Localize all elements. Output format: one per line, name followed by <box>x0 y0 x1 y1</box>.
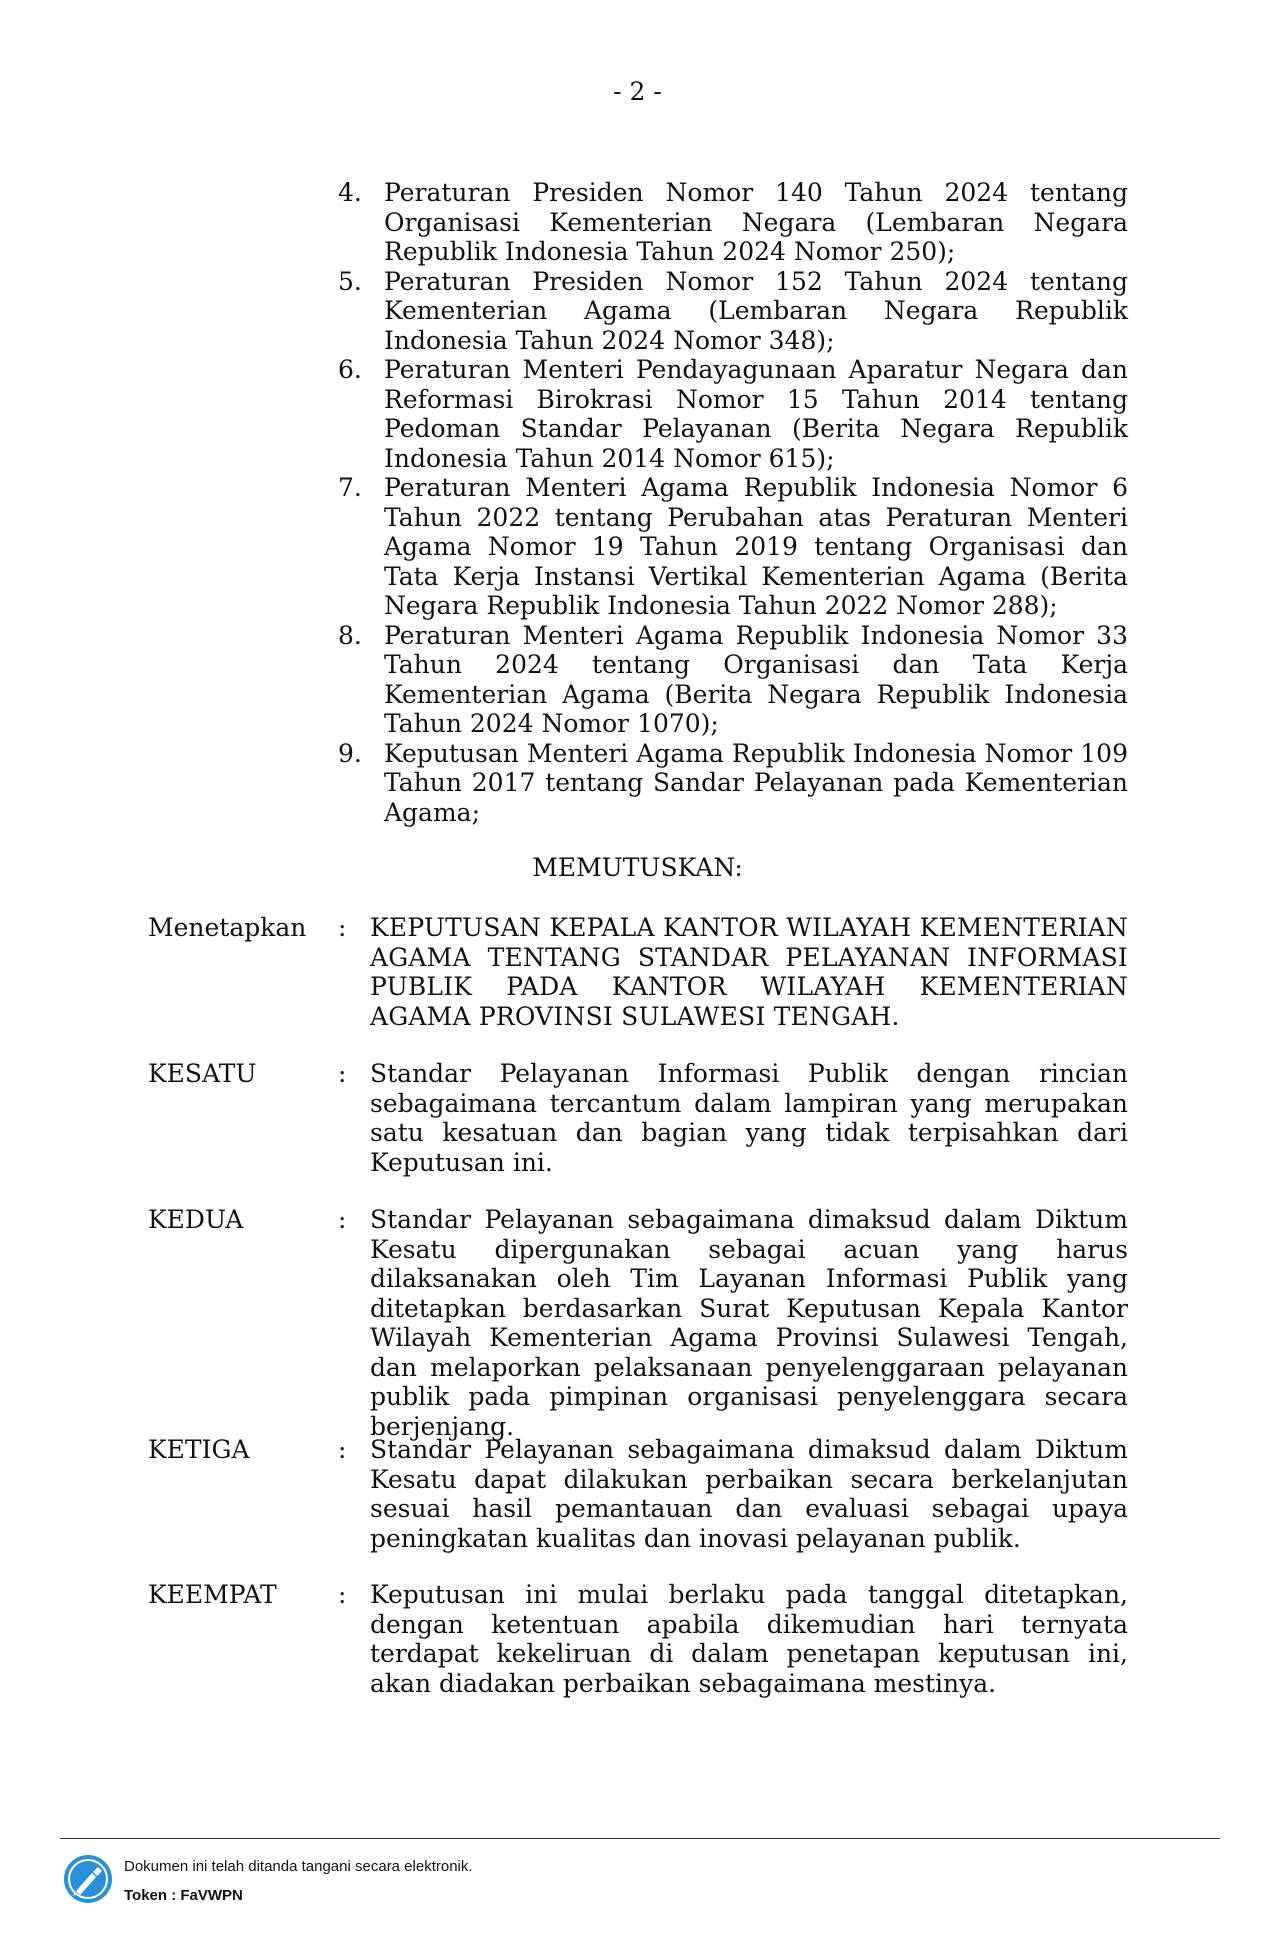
diktum-label: KEEMPAT <box>148 1580 277 1609</box>
item-text: Peraturan Presiden Nomor 140 Tahun 2024 tentang Organisasi Kementerian Negara (Lembaran Negara Republik Indonesia Tahun 2024 Nomor 250); <box>384 178 1128 266</box>
decision-heading: MEMUTUSKAN: <box>532 853 743 882</box>
token-label: Token : FaVWPN <box>124 1887 243 1904</box>
footer-divider <box>60 1838 1220 1839</box>
item-text: Peraturan Menteri Agama Republik Indonesia Nomor 33 Tahun 2024 tentang Organisasi dan Tata Kerja Kementerian Agama (Berita Negara Republik Indonesia Tahun 2024 Nomor 1070); <box>384 620 1128 738</box>
item-number: 9. <box>338 738 362 768</box>
diktum-colon: : <box>338 1435 347 1464</box>
list-item <box>338 178 1128 267</box>
list-item <box>338 267 1128 356</box>
diktum-text: Standar Pelayanan Informasi Publik dengan rincian sebagaimana tercantum dalam lampiran yang merupakan satu kesatuan dan bagian yang tidak terpisahkan dari Keputusan ini. <box>370 1059 1128 1177</box>
diktum-colon: : <box>338 1205 347 1234</box>
item-number: 8. <box>338 620 362 650</box>
diktum-label: KETIGA <box>148 1435 250 1464</box>
item-text: Keputusan Menteri Agama Republik Indonesia Nomor 109 Tahun 2017 tentang Sandar Pelayanan pada Kementerian Agama; <box>384 738 1128 827</box>
diktum-text: Standar Pelayanan sebagaimana dimaksud dalam Diktum Kesatu dapat dilakukan perbaikan secara berkelanjutan sesuai hasil pemantauan dan evaluasi sebagai upaya peningkatan kualitas dan inovasi pelayanan publik. <box>370 1435 1128 1553</box>
list-item <box>338 473 1128 621</box>
diktum-colon: : <box>338 1059 347 1088</box>
legal-basis-list <box>338 178 1128 827</box>
diktum-text: Keputusan ini mulai berlaku pada tanggal ditetapkan, dengan ketentuan apabila dikemudian hari ternyata terdapat kekeliruan di dalam penetapan keputusan ini, akan diadakan perbaikan sebagaimana mestinya. <box>370 1580 1128 1698</box>
item-number: 5. <box>338 266 362 296</box>
diktum-label: KEDUA <box>148 1205 244 1234</box>
list-item <box>338 355 1128 473</box>
diktum-colon: : <box>338 1580 347 1609</box>
item-number: 4. <box>338 178 362 207</box>
diktum-label: Menetapkan <box>148 913 307 942</box>
list-item <box>338 739 1128 828</box>
diktum-text: Standar Pelayanan sebagaimana dimaksud dalam Diktum Kesatu dipergunakan sebagai acuan yang harus dilaksanakan oleh Tim Layanan Informasi Publik yang ditetapkan berdasarkan Surat Keputusan Kepala Kantor Wilayah Kementerian Agama Provinsi Sulawesi Tengah, dan melaporkan pelaksanaan penyelenggaraan pelayanan publik pada pimpinan organisasi penyelenggara secara berjenjang. <box>370 1205 1128 1441</box>
page-number: - 2 - <box>613 77 662 106</box>
diktum-kesatu <box>148 1059 1128 1177</box>
diktum-ketiga <box>148 1435 1128 1553</box>
diktum-keempat <box>148 1580 1128 1698</box>
e-signature-seal-icon <box>62 1853 114 1905</box>
item-number: 6. <box>338 355 362 384</box>
diktum-text: KEPUTUSAN KEPALA KANTOR WILAYAH KEMENTERIAN AGAMA TENTANG STANDAR PELAYANAN INFORMASI PUBLIK PADA KANTOR WILAYAH KEMENTERIAN AGAMA PROVINSI SULAWESI TENGAH. <box>370 913 1128 1031</box>
item-number: 7. <box>338 473 362 502</box>
diktum-menetapkan <box>148 913 1128 1031</box>
diktum-label: KESATU <box>148 1059 257 1088</box>
list-item <box>338 621 1128 739</box>
item-text: Peraturan Presiden Nomor 152 Tahun 2024 tentang Kementerian Agama (Lembaran Negara Republik Indonesia Tahun 2024 Nomor 348); <box>384 266 1128 355</box>
diktum-colon: : <box>338 913 347 942</box>
e-signature-notice: Dokumen ini telah ditanda tangani secara elektronik. <box>124 1858 473 1875</box>
item-text: Peraturan Menteri Pendayagunaan Aparatur Negara dan Reformasi Birokrasi Nomor 15 Tahun 2014 tentang Pedoman Standar Pelayanan (Berita Negara Republik Indonesia Tahun 2014 Nomor 615); <box>384 355 1128 473</box>
item-text: Peraturan Menteri Agama Republik Indonesia Nomor 6 Tahun 2022 tentang Perubahan atas Peraturan Menteri Agama Nomor 19 Tahun 2019 tentang Organisasi dan Tata Kerja Instansi Vertikal Kementerian Agama (Berita Negara Republik Indonesia Tahun 2022 Nomor 288); <box>384 473 1128 620</box>
diktum-kedua <box>148 1205 1128 1441</box>
